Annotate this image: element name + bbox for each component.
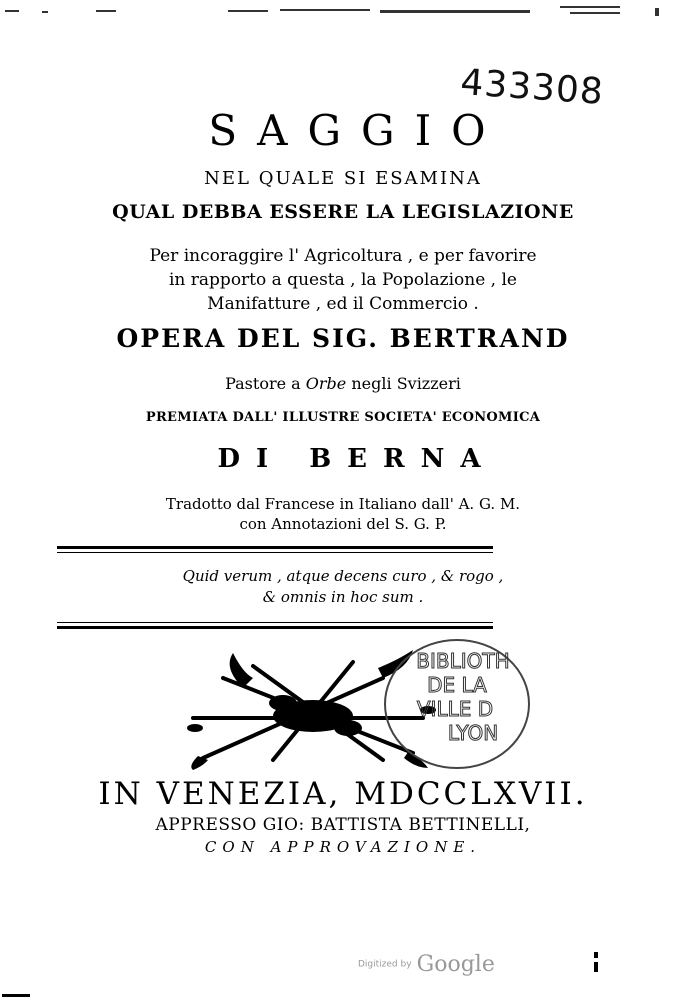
translation-line: con Annotazioni del S. G. P. [239, 515, 447, 533]
book-title: SAGGIO [208, 106, 506, 155]
motto-line: & omnis in hoc sum . [262, 588, 424, 606]
pastore-place: Orbe [305, 374, 347, 393]
double-rule-top-thin [57, 552, 493, 553]
scan-edge-noise [0, 0, 686, 24]
pastore-suffix: negli Svizzeri [346, 374, 461, 393]
subtitle-line-1: NEL QUALE SI ESAMINA [204, 168, 482, 189]
stamp-line: VILLE D [416, 697, 494, 721]
scan-mark-icon [590, 950, 602, 976]
author-line: OPERA DEL SIG. BERTRAND [116, 324, 570, 353]
description-block [0, 244, 686, 316]
double-rule-top [57, 546, 493, 549]
translation-line: Tradotto dal Francese in Italiano dall' A. G. M. [165, 495, 521, 513]
watermark-brand: Google [416, 952, 495, 977]
scan-edge-mark-icon [0, 992, 40, 1000]
library-stamp-icon [377, 632, 535, 778]
description-line: Per incoraggire l' Agricoltura , e per favorire [149, 246, 537, 266]
stamp-line: LYON [447, 721, 499, 745]
stamp-line: DE LA [427, 673, 487, 697]
double-rule-bottom-thin [57, 622, 493, 623]
google-watermark [358, 952, 495, 977]
stamp-line: BIBLIOTH [416, 649, 510, 673]
motto-line: Quid verum , atque decens curo , & rogo , [182, 567, 504, 585]
subtitle-line-2: QUAL DEBBA ESSERE LA LEGISLAZIONE [112, 201, 574, 223]
imprint-place-date: IN VENEZIA, MDCCLXVII. [98, 776, 588, 812]
shelfmark-number: 433308 [459, 62, 606, 113]
description-line: in rapporto a questa , la Popolazione , le [169, 270, 517, 290]
imprint-approval: CON APPROVAZIONE. [204, 838, 482, 856]
pastore-prefix: Pastore a [225, 374, 306, 393]
motto-block [0, 566, 686, 608]
translation-block [0, 494, 686, 534]
description-line: Manifatture , ed il Commercio . [207, 294, 479, 314]
pastore-line [0, 374, 686, 393]
city-line: DI BERNA [217, 444, 497, 474]
double-rule-bottom [57, 626, 493, 629]
watermark-prefix: Digitized by [358, 959, 412, 970]
award-line: PREMIATA DALL' ILLUSTRE SOCIETA' ECONOMICA [145, 410, 541, 425]
imprint-printer: APPRESSO GIO: BATTISTA BETTINELLI, [155, 815, 531, 835]
